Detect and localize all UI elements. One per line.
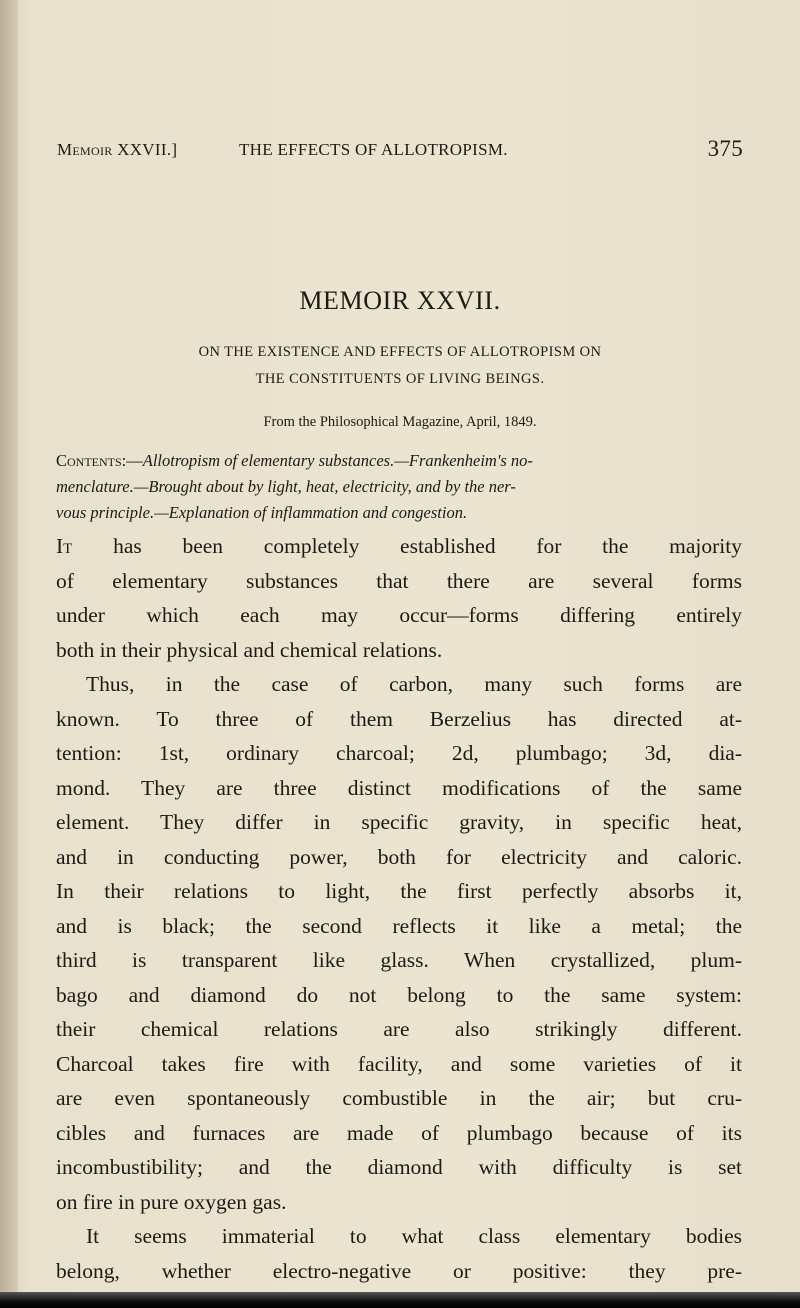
running-head-title: THE EFFECTS OF ALLOTROPISM. xyxy=(239,140,508,159)
body-line-8: mond. They are three distinct modifications of the same xyxy=(56,776,742,800)
subtitle-line-2: THE CONSTITUENTS OF LIVING BEINGS. xyxy=(255,371,545,387)
body-line-11: In their relations to light, the first perfectly absorbs it, xyxy=(56,879,742,903)
body-line-22: belong, whether electro-negative or positive: they pre- xyxy=(56,1259,742,1283)
body-line-3: under which each may occur—forms differing entirely xyxy=(56,603,742,627)
body-line-18: cibles and furnaces are made of plumbago because of its xyxy=(56,1121,742,1145)
body-line-17: are even spontaneously combustible in the air; but cru- xyxy=(56,1086,742,1110)
body-line-1: It has been completely established for the majority xyxy=(56,534,742,558)
source-note: From the Philosophical Magazine, April, 1849. xyxy=(263,414,537,430)
contents-label: Contents xyxy=(56,451,122,470)
body-line-10: and in conducting power, both for electricity and caloric. xyxy=(56,845,742,869)
body-line-14: bago and diamond do not belong to the same system: xyxy=(56,983,742,1007)
body-line-19: incombustibility; and the diamond with difficulty is set xyxy=(56,1155,742,1179)
body-line-13: third is transparent like glass. When crystallized, plum- xyxy=(56,948,742,972)
bottom-edge-shadow xyxy=(0,1292,800,1308)
page-number: 375 xyxy=(707,136,743,161)
lead-word: It xyxy=(56,534,73,558)
body-line-20: on fire in pure oxygen gas. xyxy=(56,1190,287,1214)
body-line-2: of elementary substances that there are several forms xyxy=(56,569,742,593)
body-line-15: their chemical relations are also strikingly different. xyxy=(56,1017,742,1041)
body-line-7: tention: 1st, ordinary charcoal; 2d, plumbago; 3d, dia- xyxy=(56,741,742,765)
contents-separator: :— xyxy=(121,451,143,470)
body-line-21: It seems immaterial to what class elementary bodies xyxy=(86,1224,742,1248)
contents-block xyxy=(56,448,742,526)
contents-text-1: Allotropism of elementary substances.—Frankenheim's no- xyxy=(142,451,533,470)
contents-line-1 xyxy=(56,448,742,474)
contents-line-2: menclature.—Brought about by light, heat, electricity, and by the ner- xyxy=(56,477,516,496)
contents-line-3: vous principle.—Explanation of inflammation and congestion. xyxy=(56,503,468,522)
body-line-5: Thus, in the case of carbon, many such forms are xyxy=(86,672,742,696)
memoir-title: MEMOIR XXVII. xyxy=(299,286,501,315)
body-line-6: known. To three of them Berzelius has directed at- xyxy=(56,707,742,731)
body-line-4: both in their physical and chemical relations. xyxy=(56,638,443,662)
subtitle-line-1: ON THE EXISTENCE AND EFFECTS OF ALLOTROPISM ON xyxy=(198,344,602,360)
body-line-9: element. They differ in specific gravity, in specific heat, xyxy=(56,810,742,834)
body-line-12: and is black; the second reflects it like a metal; the xyxy=(56,914,742,938)
body-line-16: Charcoal takes fire with facility, and some varieties of it xyxy=(56,1052,742,1076)
binding-shadow xyxy=(0,0,18,1308)
running-head-memoir: Memoir XXVII.] xyxy=(57,140,178,159)
